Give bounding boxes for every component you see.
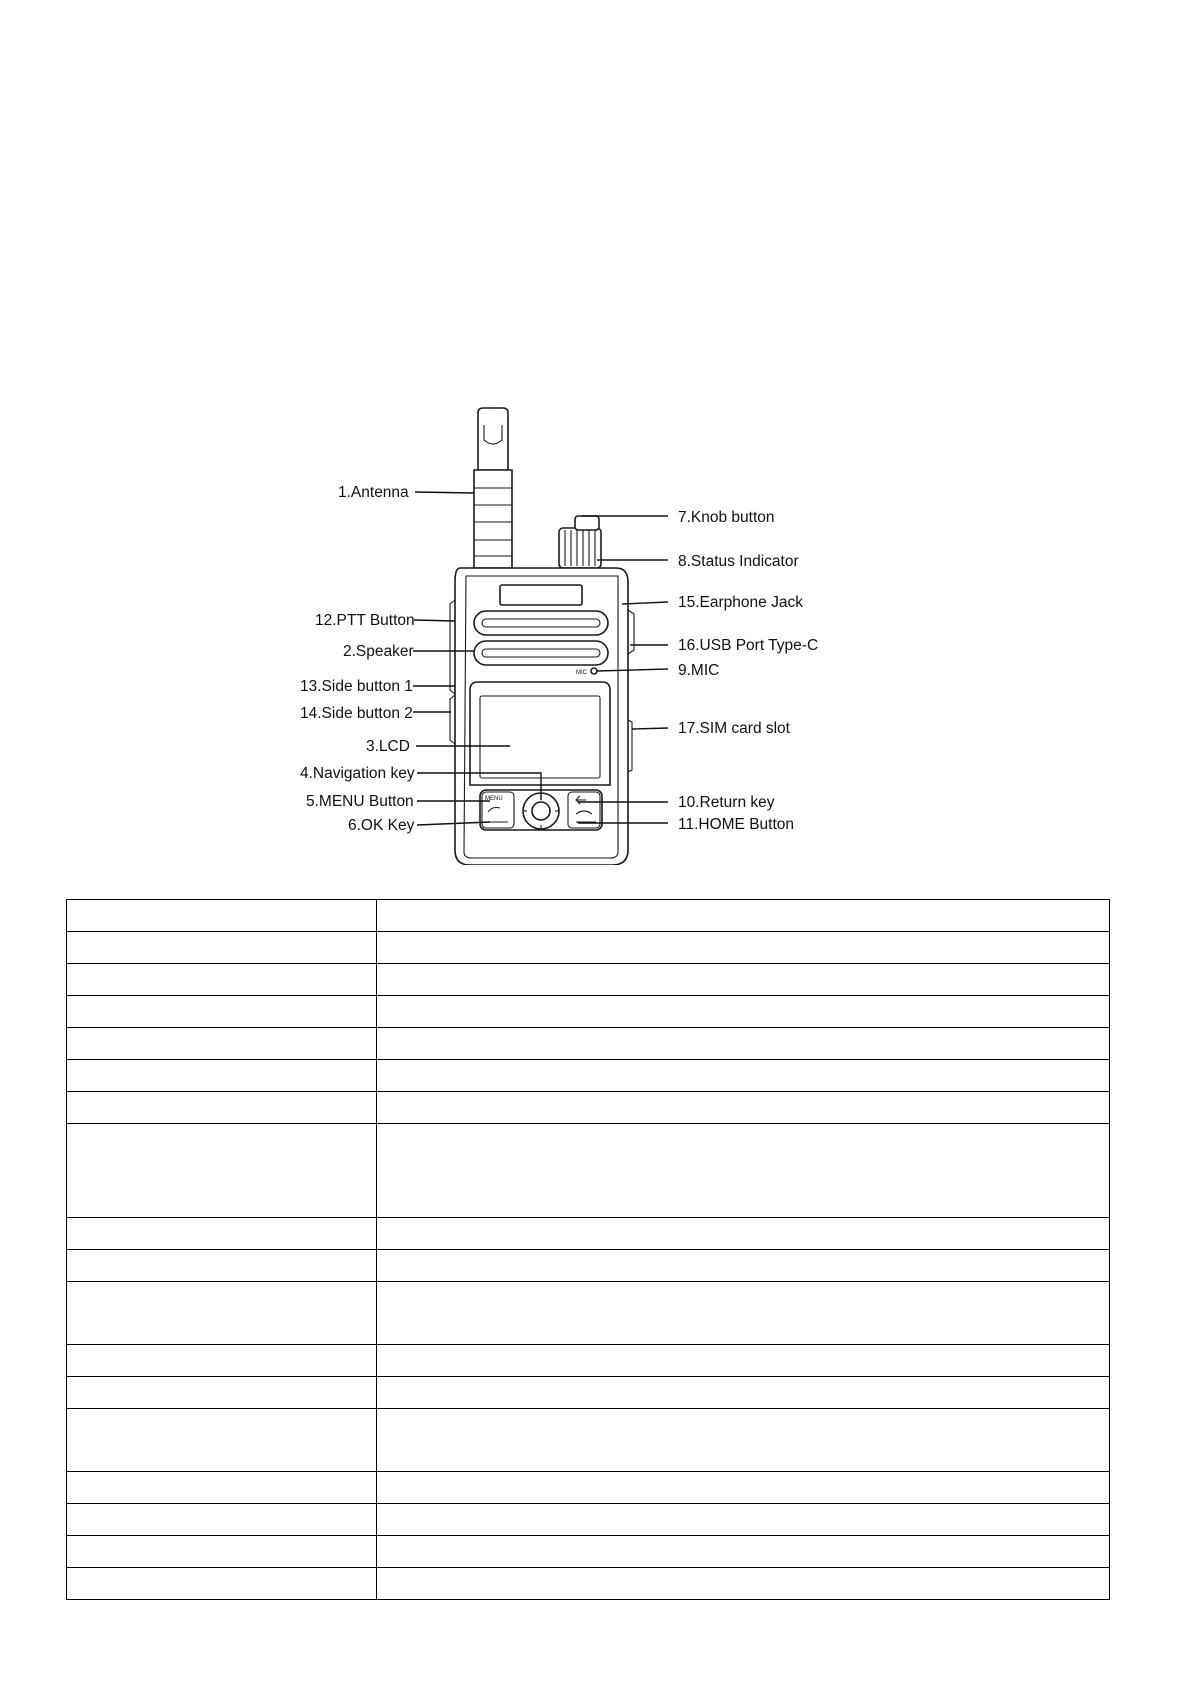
label-antenna: 1.Antenna [338,484,409,501]
table-cell [377,1472,1110,1504]
table-cell [67,1568,377,1600]
radio-parts-diagram [300,405,840,865]
table-cell [67,1345,377,1377]
label-side-button-2: 14.Side button 2 [300,705,413,722]
table-cell [377,1060,1110,1092]
table-cell [67,1377,377,1409]
label-ptt-button: 12.PTT Button [315,612,415,629]
label-earphone-jack: 15.Earphone Jack [678,594,803,611]
table-row [67,964,1110,996]
label-speaker: 2.Speaker [343,643,414,660]
table-cell [67,1250,377,1282]
table-cell [377,900,1110,932]
menu-key-print: MENU [485,796,503,802]
table-row [67,1092,1110,1124]
table-row [67,1028,1110,1060]
table-cell [377,1568,1110,1600]
table-cell [67,1124,377,1218]
table-row [67,1060,1110,1092]
antenna-drawing [474,408,512,568]
table-cell [377,1345,1110,1377]
table-cell [377,996,1110,1028]
table-cell [67,1282,377,1345]
table-row [67,996,1110,1028]
table-cell [67,1536,377,1568]
label-return-key: 10.Return key [678,794,775,811]
radio-body-drawing [450,568,634,865]
table-cell [377,1377,1110,1409]
table-row [67,1282,1110,1345]
table-cell [67,932,377,964]
knob-drawing [559,516,601,568]
mic-print: MIC [576,670,587,676]
table-cell [377,964,1110,996]
table-row [67,1377,1110,1409]
table-row [67,1504,1110,1536]
table-cell [67,1092,377,1124]
table-cell [67,964,377,996]
table-row [67,1250,1110,1282]
table-cell [377,932,1110,964]
table-cell [377,1409,1110,1472]
table-cell [67,1060,377,1092]
parts-description-table [66,899,1110,1600]
table-row [67,1472,1110,1504]
label-status-indicator: 8.Status Indicator [678,553,799,570]
label-navigation-key: 4.Navigation key [300,765,415,782]
table-cell [377,1028,1110,1060]
table-cell [377,1250,1110,1282]
table-cell [377,1536,1110,1568]
label-sim-card-slot: 17.SIM card slot [678,720,790,737]
table-cell [377,1092,1110,1124]
label-home-button: 11.HOME Button [678,816,795,833]
table-cell [377,1282,1110,1345]
table-row [67,1124,1110,1218]
table-cell [67,1409,377,1472]
table-cell [67,1028,377,1060]
label-mic: 9.MIC [678,662,720,679]
table-row [67,900,1110,932]
label-lcd: 3.LCD [366,738,410,755]
table-row [67,1345,1110,1377]
table-cell [377,1124,1110,1218]
label-knob-button: 7.Knob button [678,509,775,526]
table-cell [67,1504,377,1536]
table-row [67,1218,1110,1250]
label-ok-key: 6.OK Key [348,817,415,834]
table-row [67,932,1110,964]
table-row [67,1409,1110,1472]
label-side-button-1: 13.Side button 1 [300,678,413,695]
table-cell [67,900,377,932]
label-usb-port: 16.USB Port Type-C [678,637,819,654]
table-cell [67,1472,377,1504]
table-cell [377,1504,1110,1536]
label-menu-button: 5.MENU Button [306,793,414,810]
table-cell [67,1218,377,1250]
table-cell [67,996,377,1028]
table-row [67,1536,1110,1568]
table-cell [377,1218,1110,1250]
table-row [67,1568,1110,1600]
